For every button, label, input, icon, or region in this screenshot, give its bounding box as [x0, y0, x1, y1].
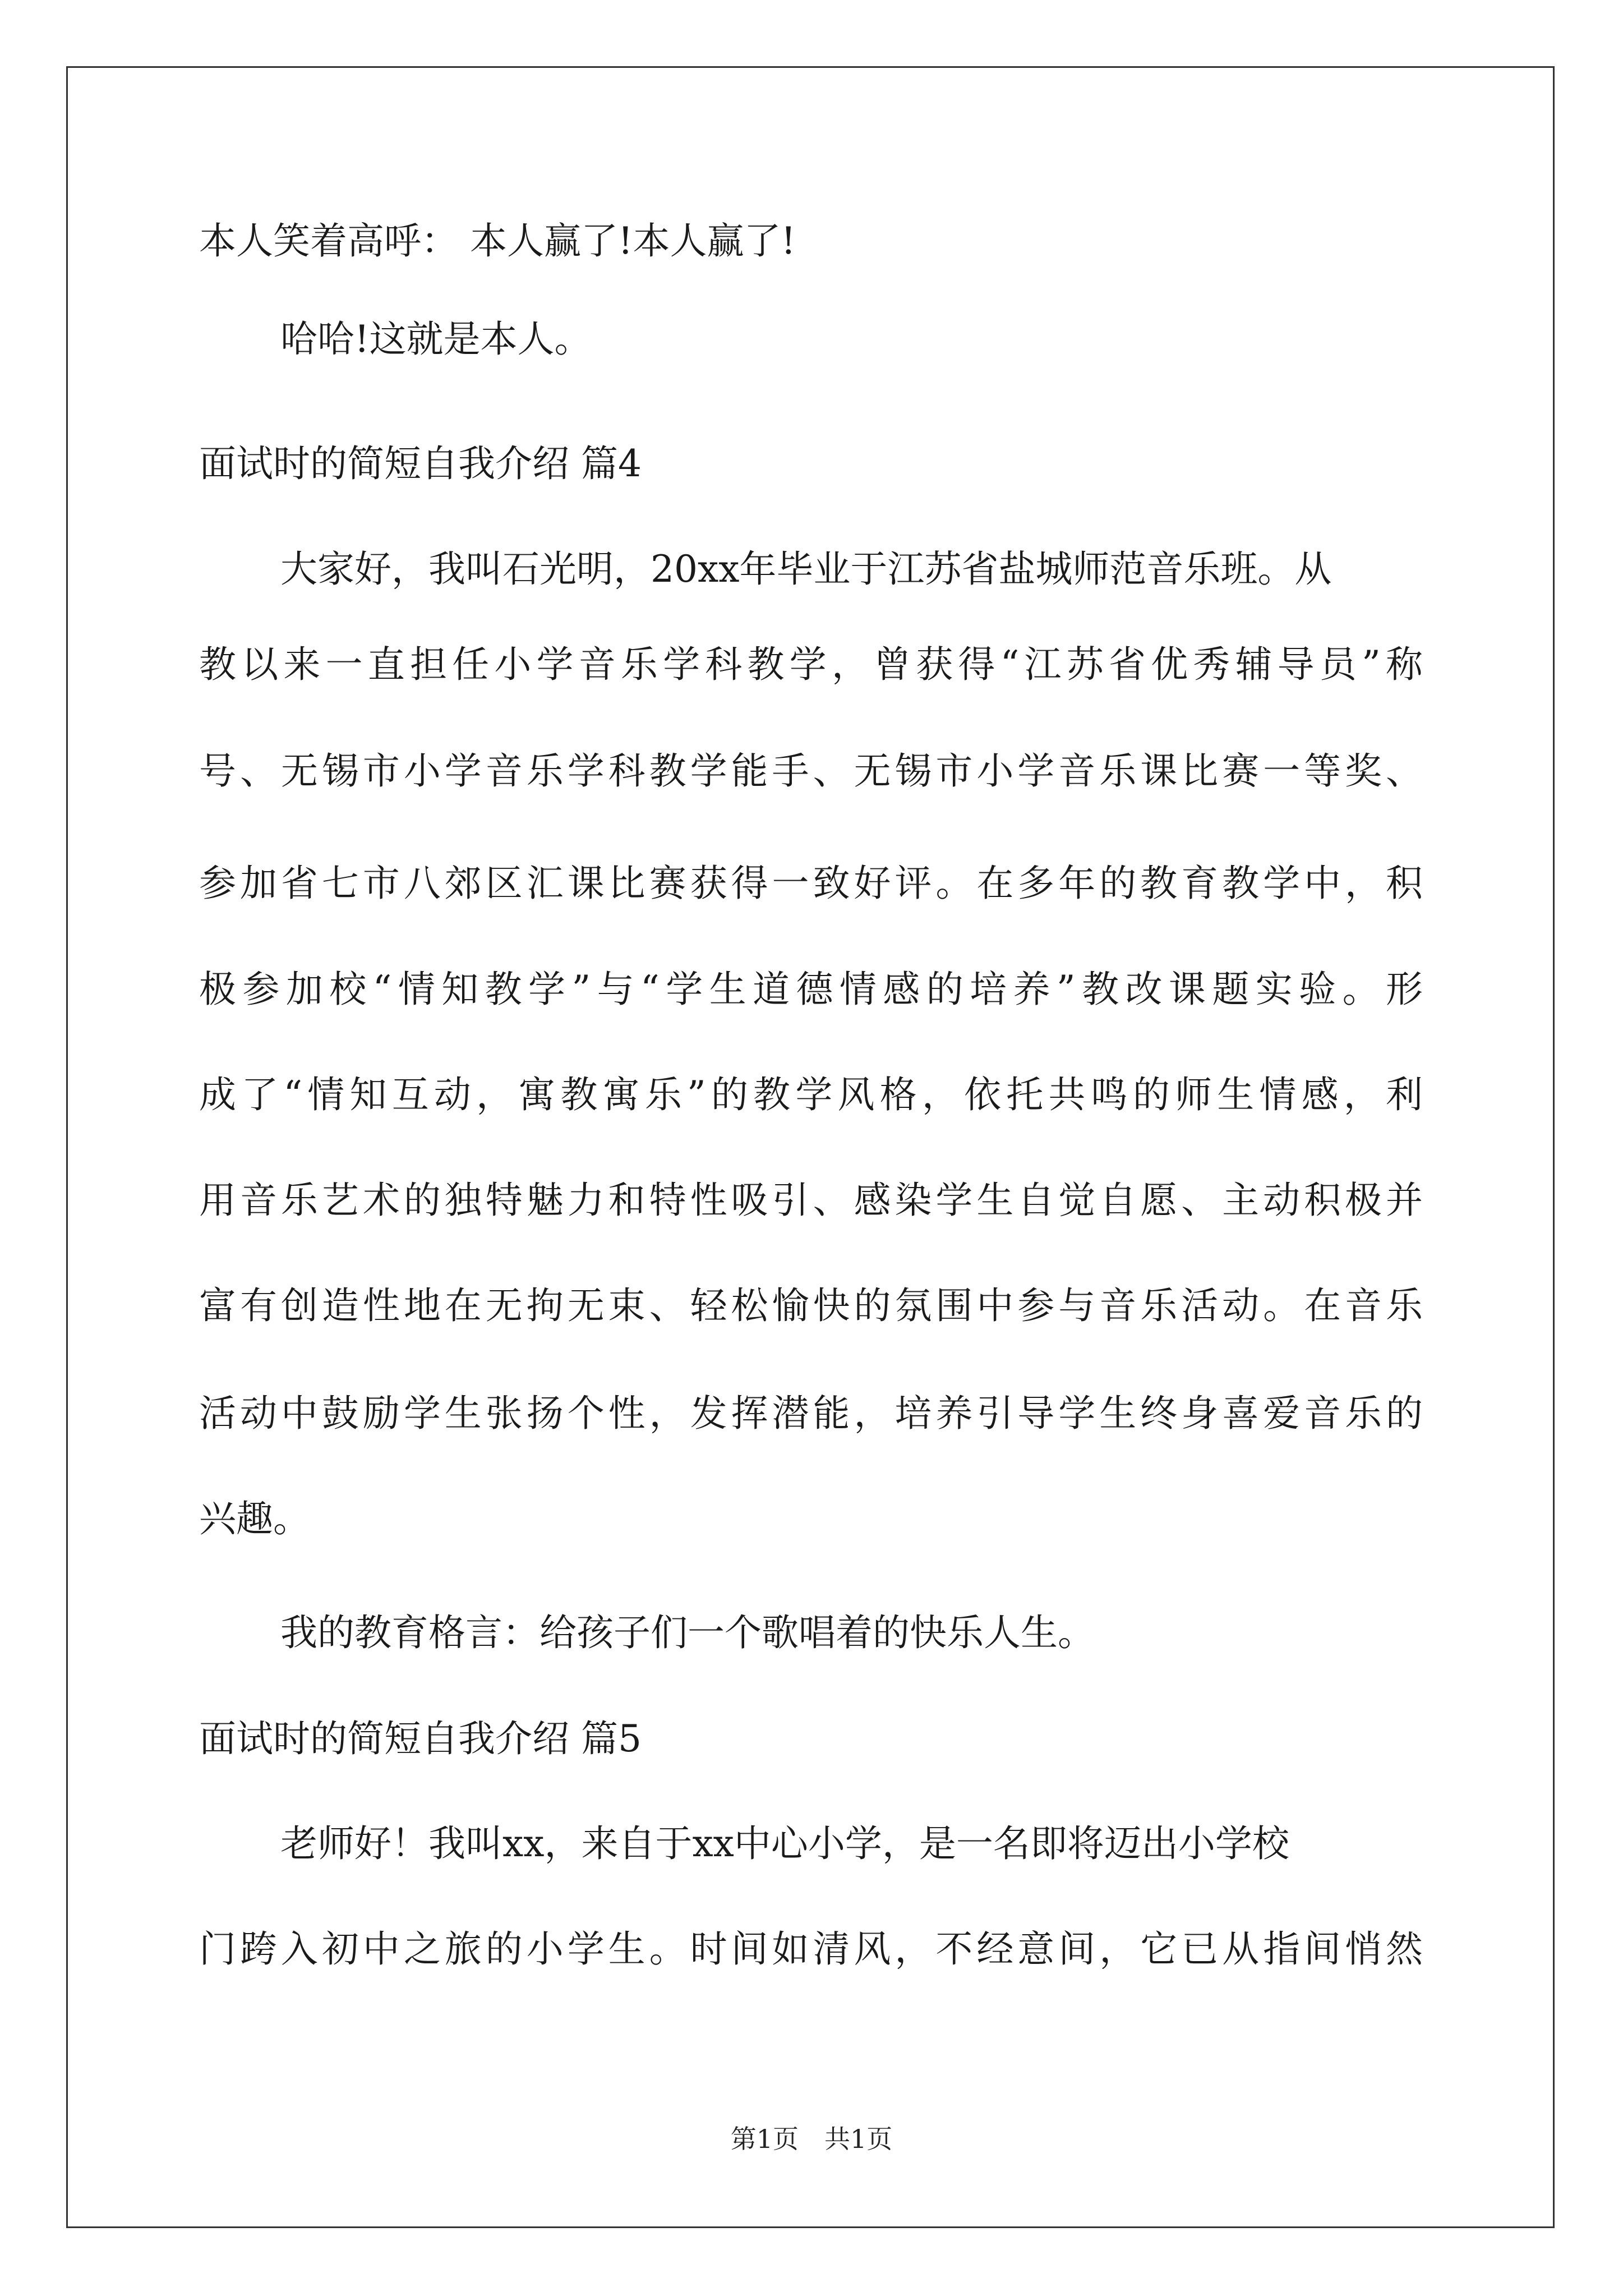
text-line: 哈哈!这就是本人。 — [280, 318, 592, 361]
section-heading-5: 面试时的简短自我介绍 篇5 — [199, 1717, 642, 1760]
text-line: 老师好！我叫xx，来自于xx中心小学，是一名即将迈出小学校 — [280, 1822, 1289, 1865]
text-line: 用音乐艺术的独特魅力和特性吸引、感染学生自觉自愿、主动积极并 — [199, 1179, 1423, 1222]
text-line: 号、无锡市小学音乐学科教学能手、无锡市小学音乐课比赛一等奖、 — [199, 749, 1423, 793]
text-line: 极参加校“情知教学”与“学生道德情感的培养”教改课题实验。形 — [199, 968, 1423, 1011]
page-number-footer: 第1页 共1页 — [730, 2124, 893, 2154]
section-heading-4: 面试时的简短自我介绍 篇4 — [199, 442, 642, 485]
text-line: 我的教育格言：给孩子们一个歌唱着的快乐人生。 — [280, 1611, 1095, 1654]
text-line: 活动中鼓励学生张扬个性，发挥潜能，培养引导学生终身喜爱音乐的 — [199, 1392, 1423, 1435]
text-line: 教以来一直担任小学音乐学科教学，曾获得“江苏省优秀辅导员”称 — [199, 643, 1423, 686]
text-line: 富有创造性地在无拘无束、轻松愉快的氛围中参与音乐活动。在音乐 — [199, 1284, 1423, 1327]
text-line: 参加省七市八郊区汇课比赛获得一致好评。在多年的教育教学中，积 — [199, 862, 1423, 905]
text-line: 本人笑着高呼： 本人赢了!本人赢了! — [199, 219, 796, 263]
page-border — [66, 66, 1555, 2228]
text-line: 成了“情知互动，寓教寓乐”的教学风格，依托共鸣的师生情感，利 — [199, 1073, 1423, 1116]
text-line: 兴趣。 — [199, 1497, 310, 1540]
text-line: 门跨入初中之旅的小学生。时间如清风，不经意间，它已从指间悄然 — [199, 1927, 1423, 1971]
text-line: 大家好，我叫石光明，20xx年毕业于江苏省盐城师范音乐班。从 — [280, 547, 1332, 591]
